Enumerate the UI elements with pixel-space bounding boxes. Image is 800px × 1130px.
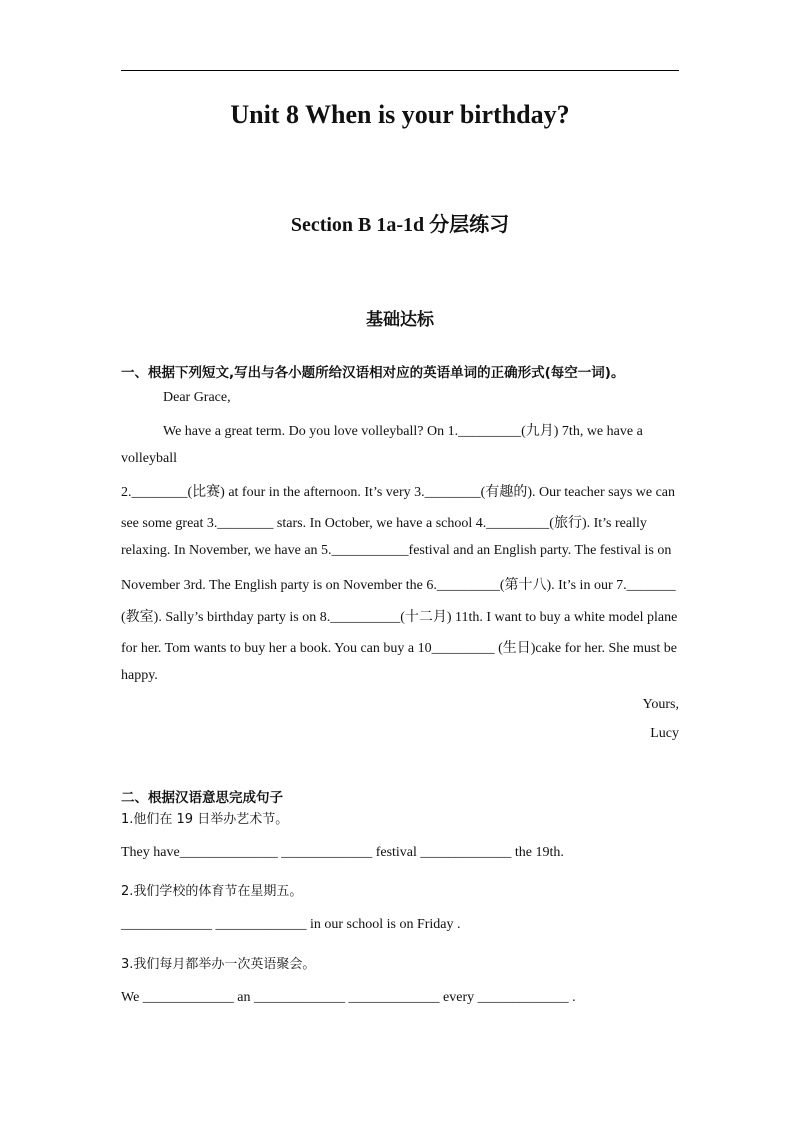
letter-line: for her. Tom wants to buy her a book. You can buy a 10_________ (生日)cake for her. She must be: [121, 641, 677, 656]
letter-line: relaxing. In November, we have an 5.___________festival and an English party. The festival is on: [121, 543, 672, 558]
sentence-answer: They have______________ _____________ festival _____________ the 19th.: [121, 845, 564, 860]
sentence-answer: _____________ _____________ in our school is on Friday .: [121, 917, 461, 932]
section-subtitle: Section B 1a-1d 分层练习: [290, 214, 510, 236]
sentence-answer: We _____________ an _____________ _____________ every _____________ .: [121, 990, 576, 1005]
letter-line: (教室). Sally’s birthday party is on 8.__________(十二月) 11th. I want to buy a white model plane: [121, 610, 678, 625]
letter-signature: Lucy: [650, 726, 679, 741]
sentence-prompt: 3.我们每月都举办一次英语聚会。: [121, 957, 316, 972]
sentence-prompt: 2.我们学校的体育节在星期五。: [121, 884, 303, 899]
letter-greeting: Dear Grace,: [163, 390, 231, 405]
letter-line: volleyball: [121, 451, 177, 466]
letter-line: happy.: [121, 668, 158, 683]
part1-heading: 一、根据下列短文,写出与各小题所给汉语相对应的英语单词的正确形式(每空一词)。: [121, 365, 625, 381]
letter-line: see some great 3.________ stars. In October, we have a school 4._________(旅行). It’s really: [121, 516, 647, 531]
letter-line: 2.________(比赛) at four in the afternoon. It’s very 3.________(有趣的). Our teacher says we can: [121, 485, 676, 500]
letter-line: We have a great term. Do you love volleyball? On 1._________(九月) 7th, we have a: [163, 424, 643, 439]
tier-heading: 基础达标: [366, 310, 434, 330]
page-title: Unit 8 When is your birthday?: [230, 100, 570, 129]
top-rule: [121, 70, 679, 71]
sentence-prompt: 1.他们在 19 日举办艺术节。: [121, 812, 289, 827]
letter-line: November 3rd. The English party is on November the 6._________(第十八). It’s in our 7._______: [121, 578, 676, 593]
part2-heading: 二、根据汉语意思完成句子: [121, 790, 283, 806]
letter-closing: Yours,: [642, 697, 679, 712]
